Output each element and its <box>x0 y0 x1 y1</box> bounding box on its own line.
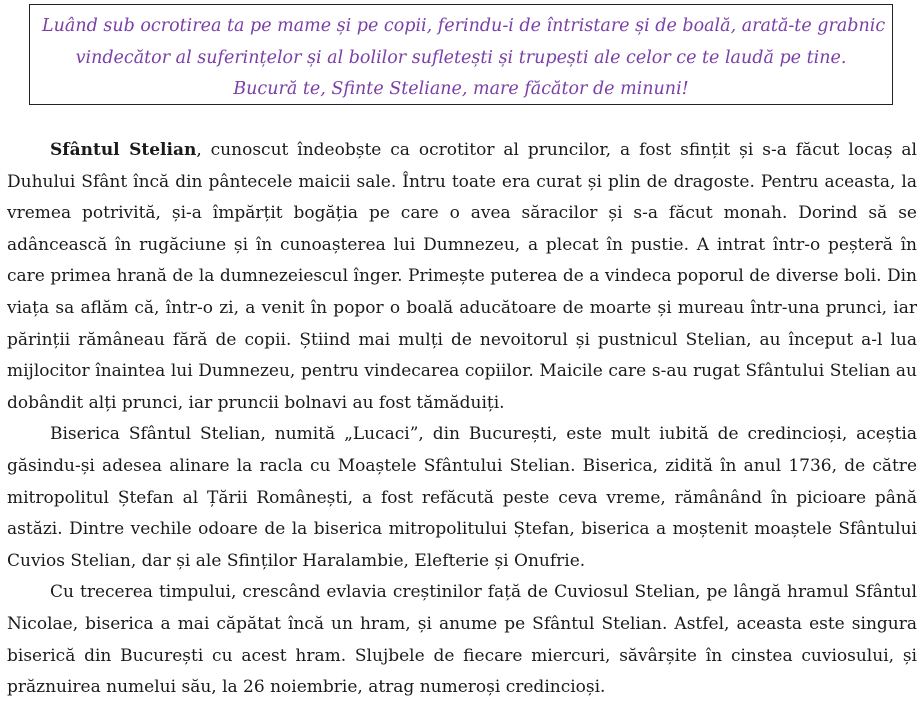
prayer-line-2: vindecător al suferințelor și al bolilor sufletești și trupești ale celor ce te laudă pe tine. <box>75 47 847 68</box>
paragraph-1 <box>7 135 917 419</box>
prayer-box <box>29 4 893 105</box>
paragraph-1-text: , cunoscut îndeobște ca ocrotitor al pruncilor, a fost sfințit și s-a făcut locaș al Duhului Sfânt încă din pântecele maicii sale. Întru toate era curat și plin de dragoste. Pentru aceasta, la vremea potrivită, și-a împărțit bogăția pe care o avea săracilor și s-a făcut monah. Dorind să se adâncească în rugăciune și în cunoașterea lui Dumnezeu, a plecat în pustie. A intrat într-o peșteră în care primea hrană de la dumnezeiescul înger. Primește puterea de a vindeca poporul de diverse boli. Din viața sa aflăm că, într-o zi, a venit în popor o boală aducătoare de moarte și mureau într-una prunci, iar părinții rămâneau fără de copii. Știind mai mulți de nevoitorul și pustnicul Stelian, au început a-l lua mijlocitor înaintea lui Dumnezeu, pentru vindecarea copiilor. Maicile care s-au rugat Sfântului Stelian au dobândit alți prunci, iar pruncii bolnavi au fost tămăduiți. <box>7 140 917 413</box>
article-body <box>7 135 917 704</box>
paragraph-3: Cu trecerea timpului, crescând evlavia creștinilor față de Cuviosul Stelian, pe lângă hramul Sfântul Nicolae, biserica a mai căpătat încă un hram, și anume pe Sfântul Stelian. Astfel, aceasta este singura biserică din București cu acest hram. Slujbele de fiecare miercuri, săvârșite în cinstea cuviosului, și prăznuirea numelui său, la 26 noiembrie, atrag numeroși credincioși. <box>7 582 917 698</box>
prayer-line-3: Bucură te, Sfinte Steliane, mare făcător de minuni! <box>233 79 689 99</box>
prayer-line-1: Luând sub ocrotirea ta pe mame și pe copii, ferindu-i de întristare și de boală, arată-te grabnic <box>42 16 886 36</box>
paragraph-2: Biserica Sfântul Stelian, numită „Lucaci”, din București, este mult iubită de credincioși, aceștia găsindu-și adesea alinare la racla cu Moaștele Sfântului Stelian. Biserica, zidită în anul 1736, de către mitropolitul Ștefan al Țării Românești, a fost refăcută peste ceva vreme, rămânând în picioare până astăzi. Dintre vechile odoare de la biserica mitropolitului Ștefan, biserica a moștenit moaștele Sfântului Cuvios Stelian, dar și ale Sfinților Haralambie, Elefterie și Onufrie. <box>7 424 917 571</box>
saint-name-bold: Sfântul Stelian <box>50 140 197 160</box>
